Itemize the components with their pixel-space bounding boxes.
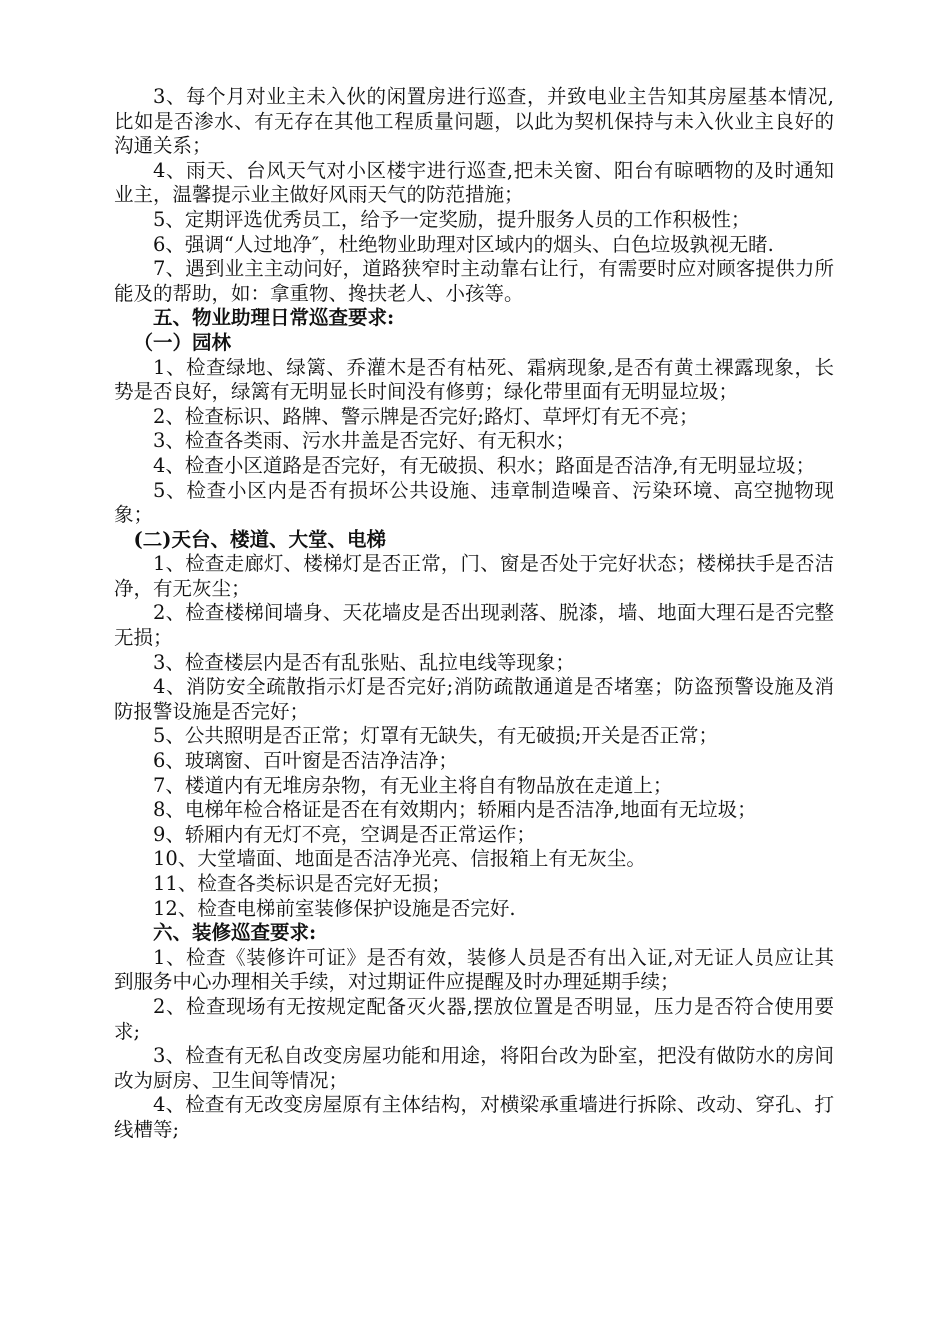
section-five-heading: 五、物业助理日常巡查要求: (153, 306, 395, 330)
renovation-item-1: 1、检查《装修许可证》是否有效，装修人员是否有出入证,对无证人员应让其到服务中心办理相关手续，对过期证件应提醒及时办理延期手续； (114, 945, 834, 994)
section-six-heading: 六、装修巡查要求: (153, 921, 317, 945)
garden-item-3: 3、检查各类雨、污水井盖是否完好、有无积水； (153, 429, 575, 453)
building-item-11: 11、检查各类标识是否完好无损； (153, 872, 451, 895)
building-item-10: 10、大堂墙面、地面是否洁净光亮、信报箱上有无灰尘。 (153, 847, 646, 871)
building-item-9: 9、轿厢内有无灯不亮，空调是否正常运作； (153, 822, 536, 846)
intro-item-4: 4、雨天、台风天气对小区楼宇进行巡查,把未关窗、阳台有晾晒物的及时通知业主，温馨提示业主做好风雨天气的防范措施； (114, 158, 834, 207)
building-heading: (二)天台、楼道、大堂、电梯 (133, 527, 386, 551)
building-item-2: 2、检查楼梯间墙身、天花墙皮是否出现剥落、脱漆，墙、地面大理石是否完整无损； (114, 601, 834, 650)
garden-item-4: 4、检查小区道路是否完好，有无破损、积水；路面是否洁净,有无明显垃圾； (153, 453, 816, 477)
renovation-item-4: 4、检查有无改变房屋原有主体结构，对横梁承重墙进行拆除、改动、穿孔、打线槽等; (114, 1093, 834, 1141)
document-body (114, 85, 834, 1143)
building-item-6: 6、玻璃窗、百叶窗是否洁净洁净； (153, 749, 458, 773)
garden-item-2: 2、检查标识、路牌、警示牌是否完好;路灯、草坪灯有无不亮； (153, 404, 699, 428)
garden-item-1: 1、检查绿地、绿篱、乔灌木是否有枯死、霜病现象,是否有黄土裸露现象，长势是否良好，绿篱有无明显长时间没有修剪；绿化带里面有无明显垃圾； (114, 355, 834, 404)
building-item-4: 4、消防安全疏散指示灯是否完好;消防疏散通道是否堵塞；防盗预警设施及消防报警设施是否完好； (114, 675, 834, 723)
building-item-7: 7、楼道内有无堆房杂物，有无业主将自有物品放在走道上； (153, 773, 673, 797)
intro-item-5: 5、定期评选优秀员工，给予一定奖励，提升服务人员的工作积极性； (153, 207, 751, 231)
building-item-3: 3、检查楼层内是否有乱张贴、乱拉电线等现象； (153, 650, 575, 674)
intro-item-7: 7、遇到业主主动问好，道路狭窄时主动靠右让行，有需要时应对顾客提供力所能及的帮助，如：拿重物、搀扶老人、小孩等。 (114, 257, 834, 305)
building-item-5: 5、公共照明是否正常；灯罩有无缺失，有无破损;开关是否正常； (153, 724, 718, 748)
intro-item-3: 3、每个月对业主未入伙的闲置房进行巡查，并致电业主告知其房屋基本情况,比如是否渗水、有无存在其他工程质量问题，以此为契机保持与未入伙业主良好的沟通关系； (114, 85, 834, 158)
renovation-item-3: 3、检查有无私自改变房屋功能和用途，将阳台改为卧室，把没有做防水的房间改为厨房、卫生间等情况； (114, 1044, 834, 1092)
building-item-8: 8、电梯年检合格证是否在有效期内；轿厢内是否洁净,地面有无垃圾； (153, 798, 757, 822)
renovation-item-2: 2、检查现场有无按规定配备灭火器,摆放位置是否明显，压力是否符合使用要求; (114, 994, 834, 1043)
building-item-1: 1、检查走廊灯、楼梯灯是否正常，门、窗是否处于完好状态；楼梯扶手是否洁净，有无灰尘； (114, 552, 834, 600)
garden-heading: （一）园林 (133, 330, 232, 354)
garden-item-5: 5、检查小区内是否有损坏公共设施、违章制造噪音、污染环境、高空抛物现象； (114, 478, 834, 527)
intro-item-6: 6、强调“人过地净″，杜绝物业助理对区域内的烟头、白色垃圾孰视无睹. (153, 232, 774, 256)
building-item-12: 12、检查电梯前室装修保护设施是否完好. (153, 896, 516, 920)
